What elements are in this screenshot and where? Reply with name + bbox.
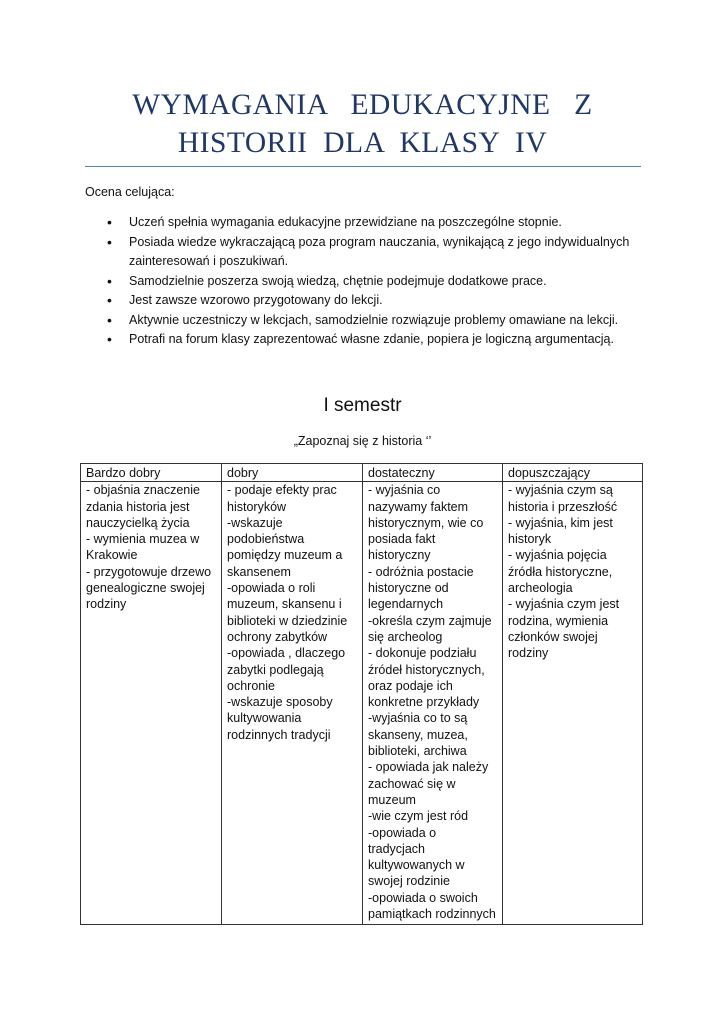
cell-line: podobieństwa — [227, 532, 305, 547]
criteria-item: • Samodzielnie poszerza swoją wiedzą, chętnie podejmuje dodatkowe prace. — [85, 272, 645, 292]
cell-line: zdania historia jest — [86, 499, 190, 514]
cell-line: zabytki podlegają — [227, 662, 324, 677]
cell-line: nauczycielką życia — [86, 515, 190, 530]
cell-line: - objaśnia znaczenie — [86, 483, 200, 498]
cell-dobry — [222, 482, 363, 925]
criteria-item: • Jest zawsze wzorowo przygotowany do lekcji. — [85, 291, 645, 311]
cell-line: tradycjach — [368, 841, 425, 856]
cell-line: biblioteki w dziedzinie — [227, 613, 348, 628]
cell-line: - odróżnia postacie — [368, 564, 474, 579]
criteria-item: • Potrafi na forum klasy zaprezentować własne zdanie, popiera je logiczną argumentacją. — [85, 330, 645, 350]
grade-criteria-list — [85, 213, 645, 350]
header-dobry: dobry — [222, 464, 363, 482]
cell-line: pamiątkach rodzinnych — [368, 907, 496, 922]
cell-line: nazywamy faktem — [368, 499, 469, 514]
cell-line: rodziny — [508, 646, 549, 661]
cell-line: źródła historyczne, — [508, 564, 613, 579]
cell-line: posiada fakt — [368, 532, 436, 547]
cell-line: -opowiada o swoich — [368, 890, 478, 905]
cell-line: - wyjaśnia pojęcia — [508, 548, 607, 563]
cell-line: swojej rodzinie — [368, 874, 450, 889]
cell-line: archeologia — [508, 581, 573, 596]
cell-line: rodzina, wymienia — [508, 613, 609, 628]
cell-line: -opowiada o — [368, 825, 437, 840]
cell-line: - wyjaśnia czym są — [508, 483, 613, 498]
cell-line: kultywowania — [227, 711, 302, 726]
semester-heading: I semestr — [323, 395, 402, 416]
cell-line: ochronie — [227, 678, 275, 693]
cell-line: Krakowie — [86, 548, 138, 563]
grade-label: Ocena celująca: — [85, 185, 175, 199]
cell-line: - dokonuje podziału — [368, 646, 477, 661]
title-divider — [85, 166, 641, 167]
header-bardzo-dobry: Bardzo dobry — [81, 464, 222, 482]
title-line-2: HISTORII DLA KLASY IV — [177, 127, 548, 159]
cell-line: legendarnych — [368, 597, 444, 612]
cell-line: historyczne od — [368, 581, 449, 596]
cell-line: -wyjaśnia co to są — [368, 711, 468, 726]
criteria-item: • Uczeń spełnia wymagania edukacyjne przewidziane na poszczególne stopnie. — [85, 213, 645, 233]
cell-line: historia i przeszłość — [508, 499, 618, 514]
cell-line: oraz podaje ich — [368, 678, 453, 693]
cell-line: - opowiada jak należy — [368, 760, 489, 775]
page-title — [60, 86, 665, 162]
cell-line: -wie czym jest ród — [368, 809, 469, 824]
cell-line: kultywowanych w — [368, 858, 465, 873]
cell-line: członków swojej — [508, 629, 598, 644]
requirements-table — [80, 463, 643, 925]
cell-line: historyczny — [368, 548, 431, 563]
cell-line: konkretne przykłady — [368, 695, 480, 710]
cell-line: rodziny — [86, 597, 127, 612]
cell-dopuszczajacy — [503, 482, 643, 925]
header-dopuszczajacy: dopuszczający — [503, 464, 643, 482]
cell-line: -wskazuje — [227, 515, 283, 530]
cell-line: - wyjaśnia czym jest — [508, 597, 620, 612]
cell-dostateczny — [363, 482, 503, 925]
cell-line: ochrony zabytków — [227, 629, 328, 644]
header-dostateczny: dostateczny — [363, 464, 503, 482]
cell-line: zachować się w — [368, 776, 456, 791]
unit-title: „Zapoznaj się z historia ‘’ — [293, 434, 432, 448]
cell-line: historycznym, wie co — [368, 515, 484, 530]
cell-line: - podaje efekty prac — [227, 483, 337, 498]
cell-line: - wymienia muzea w — [86, 532, 200, 547]
cell-line: pomiędzy muzeum a — [227, 548, 343, 563]
cell-line: źródeł historycznych, — [368, 662, 485, 677]
criteria-item: • Posiada wiedze wykraczającą poza program nauczania, wynikającą z jego indywidualnych zainteresowań i poszukiwań. — [85, 233, 645, 272]
cell-line: -opowiada o roli — [227, 581, 316, 596]
cell-line: historyków — [227, 499, 287, 514]
table-header-row — [81, 464, 643, 482]
cell-line: muzeum, skansenu i — [227, 597, 342, 612]
cell-line: -opowiada , dlaczego — [227, 646, 346, 661]
cell-line: się archeolog — [368, 629, 443, 644]
cell-line: muzeum — [368, 792, 416, 807]
cell-line: genealogiczne swojej — [86, 581, 205, 596]
title-line-1: WYMAGANIA EDUKACYJNE Z — [132, 89, 593, 121]
table-row — [81, 482, 643, 925]
cell-line: - przygotowuje drzewo — [86, 564, 212, 579]
cell-line: skansenem — [227, 564, 291, 579]
cell-line: skanseny, muzea, — [368, 727, 468, 742]
cell-line: rodzinnych tradycji — [227, 727, 331, 742]
cell-line: biblioteki, archiwa — [368, 744, 467, 759]
criteria-item: • Aktywnie uczestniczy w lekcjach, samodzielnie rozwiązuje problemy omawiane na lekcji. — [85, 311, 645, 331]
cell-bardzo-dobry — [81, 482, 222, 925]
cell-line: -określa czym zajmuje — [368, 613, 492, 628]
cell-line: - wyjaśnia, kim jest — [508, 515, 613, 530]
cell-line: - wyjaśnia co — [368, 483, 441, 498]
cell-line: -wskazuje sposoby — [227, 695, 333, 710]
cell-line: historyk — [508, 532, 552, 547]
